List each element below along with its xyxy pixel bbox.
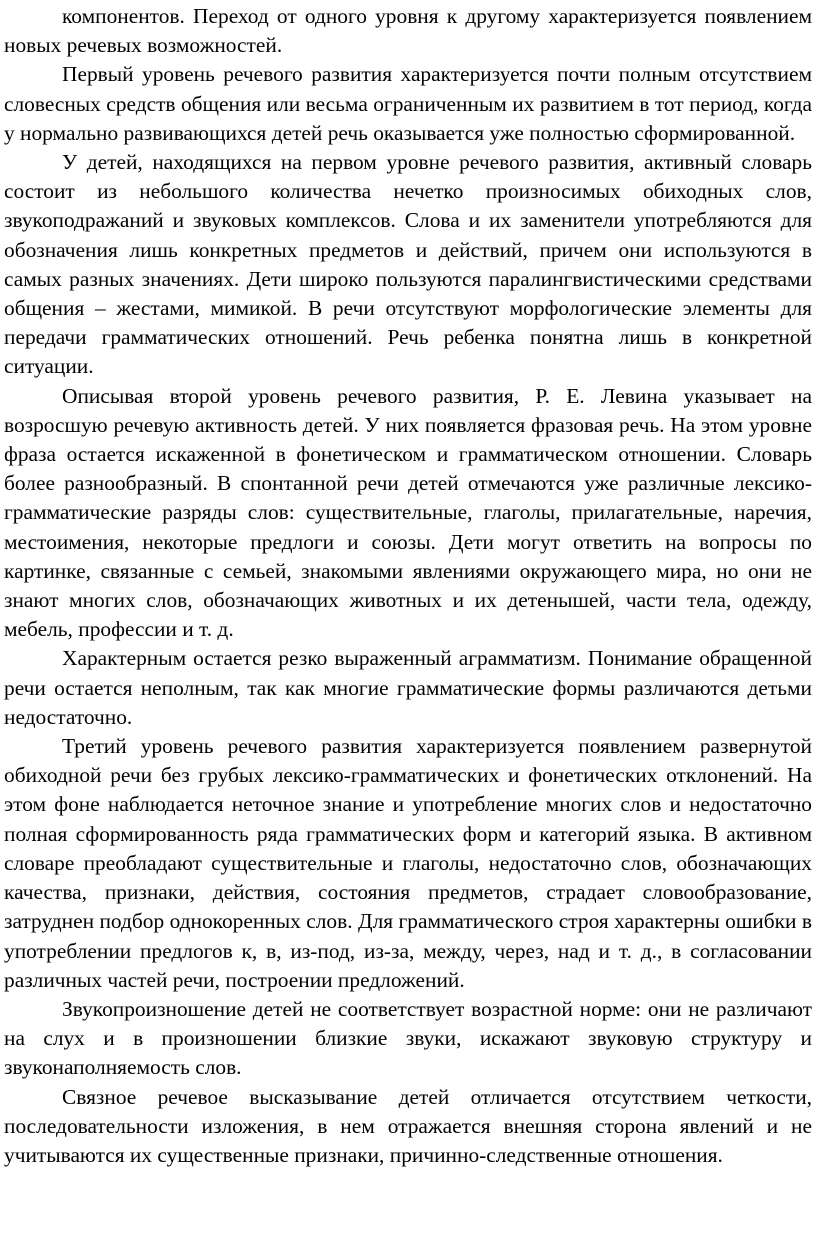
paragraph-third-level: Третий уровень речевого развития характеризуется появлением развернутой обиходной речи без грубых лексико-грамматических и фонетических отклонений. На этом фоне наблюдается неточное знание и употребление многих слов и недостаточно полная сформированность ряда грамматических форм и категорий языка. В активном словаре преобладают существительные и глаголы, недостаточно слов, обозначающих качества, признаки, действия, состояния предметов, страдает словообразование, затруднен подбор однокоренных слов. Для грамматического строя характерны ошибки в употреблении предлогов к, в, из-под, из-за, между, через, над и т. д., в согласовании различных частей речи, построении предложений. (4, 734, 812, 992)
paragraph-continued: компонентов. Переход от одного уровня к другому характеризуется появлением новых речевых возможностей. (4, 4, 812, 58)
paragraph-first-level-details: У детей, находящихся на первом уровне речевого развития, активный словарь состоит из небольшого количества нечетко произносимых обиходных слов, звукоподражаний и звуковых комплексов. Слова и их заменители употребляются для обозначения лишь конкретных предметов и действий, причем они используются в самых разных значениях. Дети широко пользуются паралингвистическими средствами общения – жестами, мимикой. В речи отсутствуют морфологические элементы для передачи грамматических отношений. Речь ребенка понятна лишь в конкретной ситуации. (4, 150, 812, 379)
paragraph-second-level: Описывая второй уровень речевого развития, Р. Е. Левина указывает на возросшую речевую активность детей. У них появляется фразовая речь. На этом уровне фраза остается искаженной в фонетическом и грамматическом отношении. Словарь более разнообразный. В спонтанной речи детей отмечаются уже различные лексико-грамматические разряды слов: существительные, глаголы, прилагательные, наречия, местоимения, некоторые предлоги и союзы. Дети могут ответить на вопросы по картинке, связанные с семьей, знакомыми явлениями окружающего мира, но они не знают многих слов, обозначающих животных и их детенышей, части тела, одежду, мебель, профессии и т. д. (4, 383, 812, 642)
paragraph-first-level: Первый уровень речевого развития характеризуется почти полным отсутствием словесных средств общения или весьма ограниченным их развитием в тот период, когда у нормально развивающихся детей речь оказывается уже полностью сформированной. (4, 62, 812, 145)
paragraph-agrammatism: Характерным остается резко выраженный аграмматизм. Понимание обращенной речи остается неполным, так как многие грамматические формы различаются детьми недостаточно. (4, 646, 812, 729)
paragraph-coherent-speech: Связное речевое высказывание детей отличается отсутствием четкости, последовательности изложения, в нем отражается внешняя сторона явлений и не учитываются их существенные признаки, причинно-следственные отношения. (4, 1084, 812, 1167)
paragraph-sound-pronunciation: Звукопроизношение детей не соответствует возрастной норме: они не различают на слух и в произношении близкие звуки, искажают звуковую структуру и звуконаполняемость слов. (4, 996, 812, 1080)
